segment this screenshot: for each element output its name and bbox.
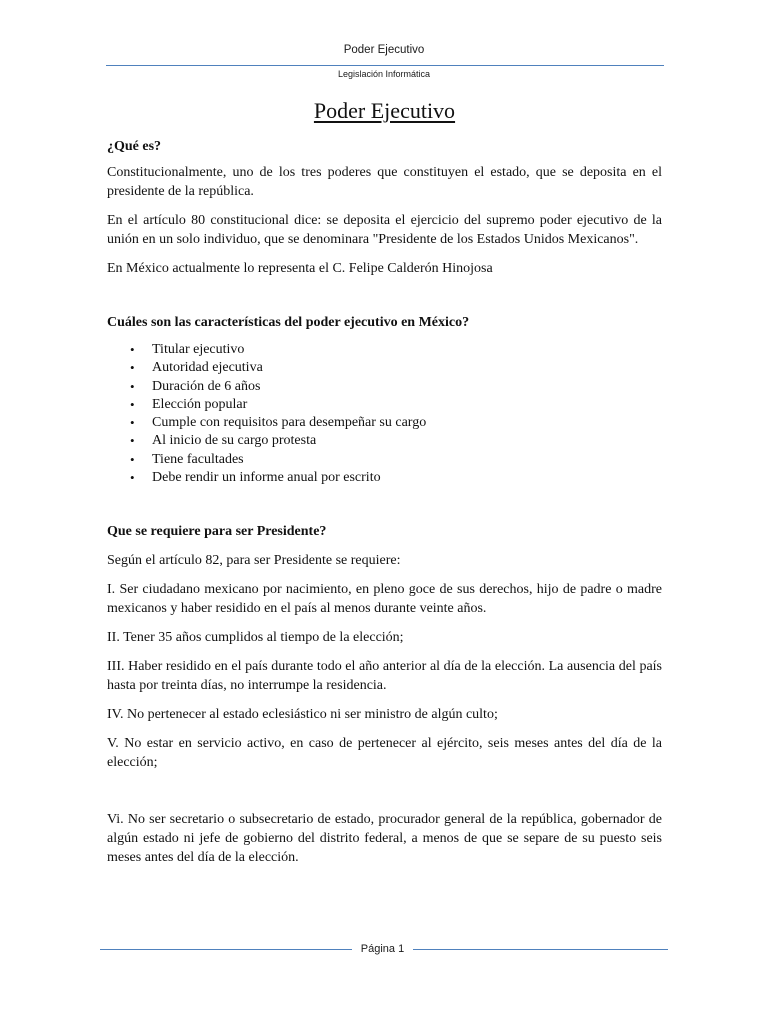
- requirement-ii: II. Tener 35 años cumplidos al tiempo de la elección;: [107, 630, 404, 646]
- document-title: Poder Ejecutivo: [313, 98, 456, 123]
- paragraph-current-president: En México actualmente lo representa el C. Felipe Calderón Hinojosa: [107, 261, 493, 276]
- page-number: Página 1: [360, 943, 405, 955]
- header-title: Poder Ejecutivo: [343, 44, 425, 56]
- document-body: [107, 98, 662, 867]
- footer-rule-right: [413, 949, 668, 950]
- question-heading-2: Cuáles son las características del poder ejecutivo en México?: [107, 315, 470, 330]
- header-subtitle: Legislación Informática: [337, 69, 431, 79]
- list-item: • Al inicio de su cargo protesta: [107, 432, 662, 450]
- list-item: • Debe rendir un informe anual por escrito: [107, 469, 662, 487]
- requirement-i: I. Ser ciudadano mexicano por nacimiento, en pleno goce de sus derechos, hijo de padre o madre mexicanos y haber residido en el país al menos durante veinte años.: [107, 582, 662, 617]
- question-heading-3: Que se requiere para ser Presidente?: [107, 524, 327, 540]
- requirement-v: V. No estar en servicio activo, en caso de pertenecer al ejército, seis meses antes del día de la elección;: [107, 736, 662, 771]
- footer-rule-left: [100, 949, 352, 950]
- list-item: • Tiene facultades: [107, 451, 662, 469]
- requirement-iii: III. Haber residido en el país durante todo el año anterior al día de la elección. La ausencia del país hasta por treinta días, no interrumpe la residencia.: [107, 659, 662, 694]
- list-item: • Titular ejecutivo: [107, 341, 662, 359]
- list-item: • Elección popular: [107, 396, 662, 414]
- paragraph-definition: Constitucionalmente, uno de los tres poderes que constituyen el estado, que se deposita en el presidente de la república.: [107, 165, 662, 199]
- requirement-vi: Vi. No ser secretario o subsecretario de estado, procurador general de la república, gobernador de algún estado ni jefe de gobierno del distrito federal, a menos de que se separe de su puesto seis meses antes del día de la elección.: [107, 812, 662, 866]
- list-item: • Duración de 6 años: [107, 378, 662, 396]
- question-heading-1: ¿Qué es?: [107, 139, 162, 154]
- header-rule: [106, 65, 664, 66]
- list-item: • Autoridad ejecutiva: [107, 359, 662, 377]
- paragraph-article-82: Según el artículo 82, para ser Presidente se requiere:: [107, 553, 401, 569]
- requirement-iv: IV. No pertenecer al estado eclesiástico ni ser ministro de algún culto;: [107, 707, 498, 723]
- characteristics-list: [107, 341, 662, 487]
- paragraph-article-80: En el artículo 80 constitucional dice: se deposita el ejercicio del supremo poder ejecutivo de la unión en un solo individuo, que se denominara "Presidente de los Estados Unidos Mexicanos".: [107, 213, 662, 247]
- list-item: • Cumple con requisitos para desempeñar su cargo: [107, 414, 662, 432]
